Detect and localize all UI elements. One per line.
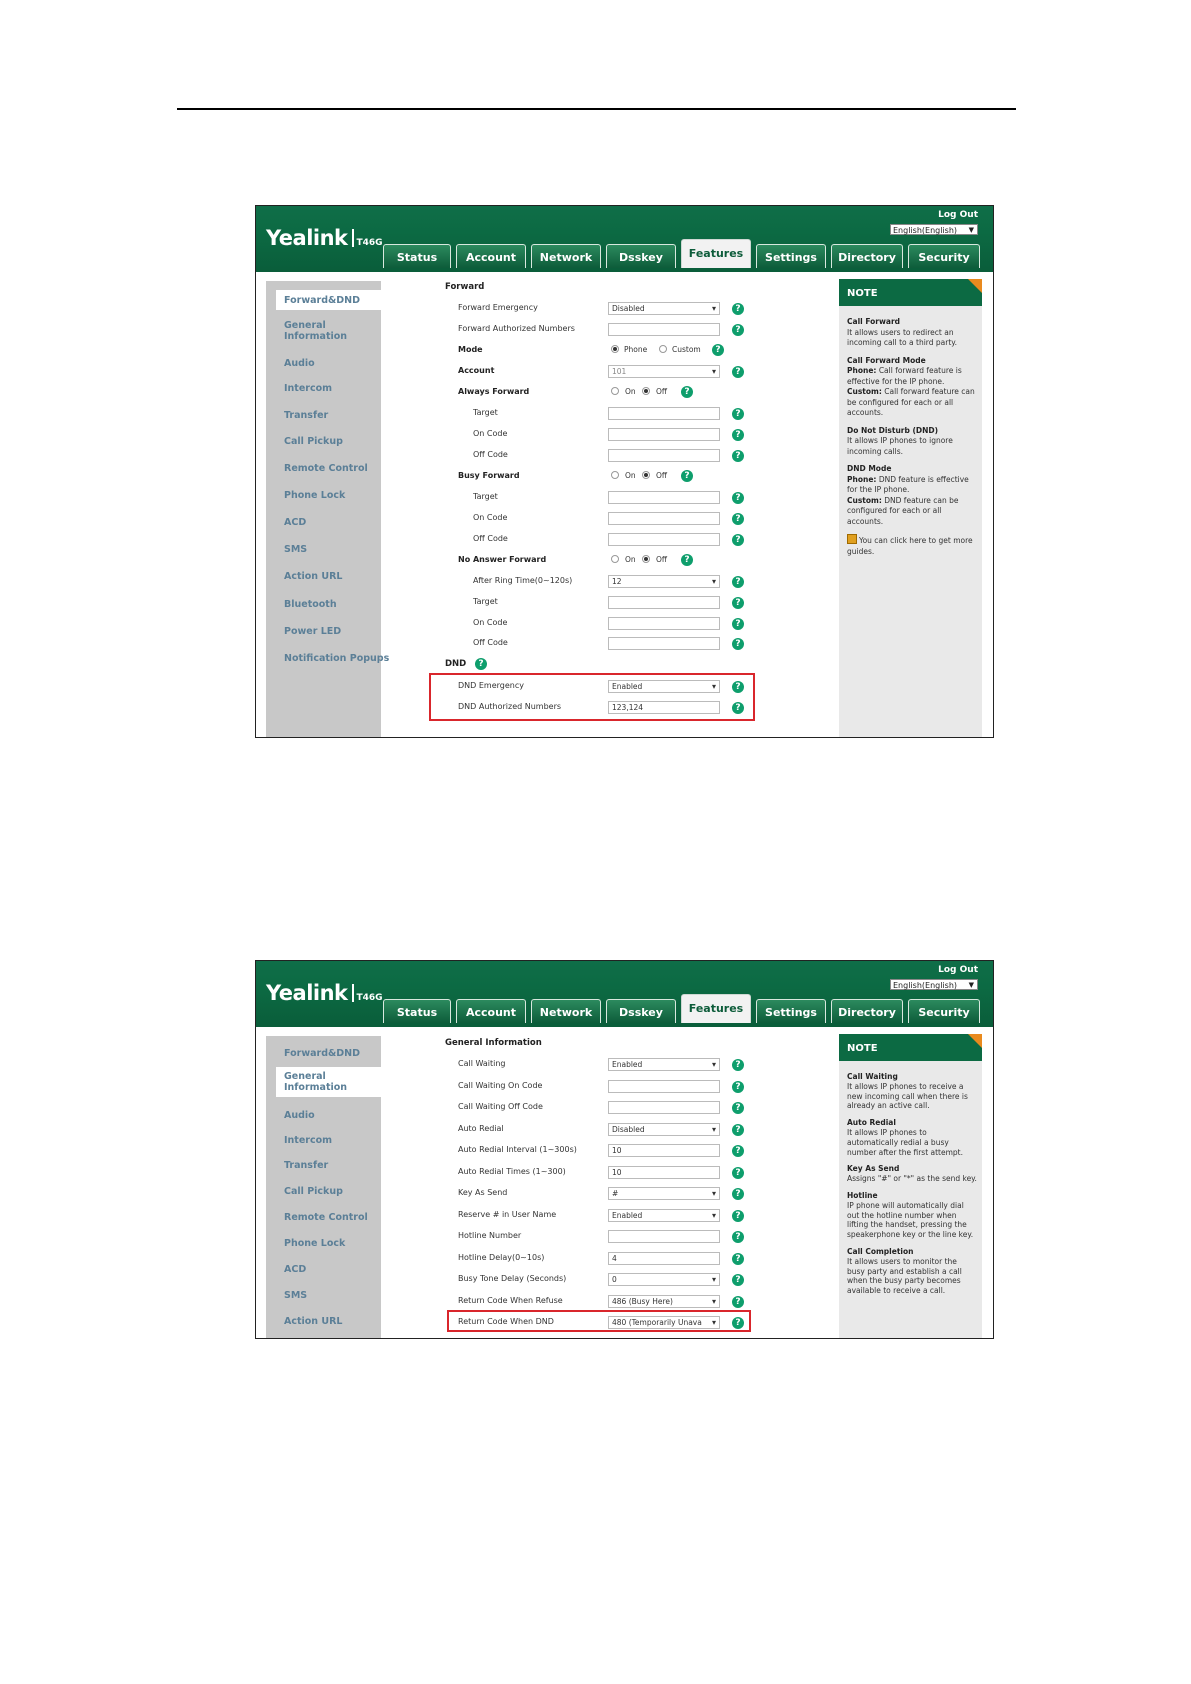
sidebar-item-action-url[interactable]: Action URL xyxy=(284,571,343,582)
sidebar-item-phone-lock[interactable]: Phone Lock xyxy=(284,1238,346,1249)
sidebar-item-call-pickup[interactable]: Call Pickup xyxy=(284,1186,343,1197)
help-icon[interactable]: ? xyxy=(732,681,744,693)
always-forward-label: Always Forward xyxy=(458,387,530,396)
note-heading: Do Not Disturb (DND) xyxy=(847,425,939,435)
note-title: NOTE xyxy=(839,279,982,306)
call-waiting-select[interactable]: Enabled ▾ xyxy=(608,1058,720,1071)
mode-custom-text: Custom xyxy=(672,345,701,354)
return-code-refuse-select[interactable]: 486 (Busy Here) ▾ xyxy=(608,1295,720,1308)
help-icon[interactable]: ? xyxy=(712,344,724,356)
sidebar-item-remote-control[interactable]: Remote Control xyxy=(284,1212,368,1223)
help-icon[interactable]: ? xyxy=(732,1188,744,1200)
tab-features[interactable]: Features xyxy=(681,239,751,268)
sidebar xyxy=(266,1036,381,1338)
sidebar-item-label: Forward&DND xyxy=(284,295,360,306)
note-term: Custom: xyxy=(847,495,882,505)
auto-redial-times-input[interactable]: 10 xyxy=(608,1166,720,1179)
return-code-dnd-label: Return Code When DND xyxy=(458,1317,554,1326)
note-heading: Auto Redial xyxy=(847,1118,896,1128)
language-select[interactable]: English(English) ▼ xyxy=(890,224,978,235)
call-waiting-on-code-label: Call Waiting On Code xyxy=(458,1081,543,1090)
help-icon[interactable]: ? xyxy=(732,638,744,650)
forward-authorized-input[interactable] xyxy=(608,323,720,336)
dnd-emergency-label: DND Emergency xyxy=(458,681,524,690)
tab-security[interactable]: Security xyxy=(908,999,980,1023)
no-answer-on-radio[interactable] xyxy=(611,555,619,563)
sidebar-item-sms[interactable]: SMS xyxy=(284,544,308,555)
guide-link[interactable]: You can click here to get more guides. xyxy=(847,536,973,556)
note-body xyxy=(847,317,977,564)
sidebar xyxy=(266,281,390,737)
after-ring-time-select[interactable]: 12 ▾ xyxy=(608,575,720,588)
sidebar-item-transfer[interactable]: Transfer xyxy=(284,410,329,421)
help-icon[interactable]: ? xyxy=(732,324,744,336)
sidebar-item-notification-popups[interactable]: Notification Popups xyxy=(284,653,390,664)
top-banner xyxy=(256,961,993,1027)
on-text: On xyxy=(625,387,636,396)
note-corner-icon xyxy=(968,279,982,293)
help-icon[interactable]: ? xyxy=(732,1167,744,1179)
busy-target-label: Target xyxy=(473,492,498,501)
after-ring-time-label: After Ring Time(0~120s) xyxy=(473,576,573,585)
always-off-code-label: Off Code xyxy=(473,450,508,459)
mode-label: Mode xyxy=(458,345,483,354)
always-on-code-input[interactable] xyxy=(608,428,720,441)
help-icon[interactable]: ? xyxy=(732,303,744,315)
sidebar-item-remote-control[interactable]: Remote Control xyxy=(284,463,368,474)
tab-account[interactable]: Account xyxy=(456,244,526,268)
help-icon[interactable]: ? xyxy=(732,1253,744,1265)
tab-network[interactable]: Network xyxy=(531,244,601,268)
section-forward-title: Forward xyxy=(445,282,485,292)
hotline-delay-input[interactable]: 4 xyxy=(608,1252,720,1265)
always-target-input[interactable] xyxy=(608,407,720,420)
always-forward-on-radio[interactable] xyxy=(611,387,619,395)
help-icon[interactable]: ? xyxy=(681,386,693,398)
mode-phone-text: Phone xyxy=(624,345,648,354)
help-icon[interactable]: ? xyxy=(732,513,744,525)
note-text: It allows users to monitor the busy party and establish a call when the busy party becomes available to receive a call. xyxy=(847,1256,962,1296)
auto-redial-times-label: Auto Redial Times (1~300) xyxy=(458,1167,566,1176)
help-icon[interactable]: ? xyxy=(732,1059,744,1071)
content-area xyxy=(256,272,993,737)
busy-forward-label: Busy Forward xyxy=(458,471,520,480)
no-answer-on-code-label: On Code xyxy=(473,618,508,627)
sidebar-item-acd[interactable]: ACD xyxy=(284,517,307,528)
no-answer-off-code-input[interactable] xyxy=(608,637,720,650)
help-icon[interactable]: ? xyxy=(681,470,693,482)
account-select[interactable]: 101 ▾ xyxy=(608,365,720,378)
sidebar-item-forward-dnd[interactable] xyxy=(276,290,381,310)
off-text: Off xyxy=(656,387,668,396)
sidebar-item-intercom[interactable]: Intercom xyxy=(284,1135,333,1146)
sidebar-item-acd[interactable]: ACD xyxy=(284,1264,307,1275)
tab-settings[interactable]: Settings xyxy=(756,999,826,1023)
forward-emergency-select[interactable]: Disabled ▾ xyxy=(608,302,720,315)
help-icon[interactable]: ? xyxy=(732,1124,744,1136)
content-area xyxy=(256,1027,993,1338)
help-icon[interactable]: ? xyxy=(732,1081,744,1093)
dnd-authorized-label: DND Authorized Numbers xyxy=(458,702,562,711)
hotline-number-label: Hotline Number xyxy=(458,1231,522,1240)
screenshot-general-information xyxy=(255,960,994,1339)
forward-emergency-label: Forward Emergency xyxy=(458,303,538,312)
sidebar-item-action-url[interactable]: Action URL xyxy=(284,1316,343,1327)
sidebar-item-sms[interactable]: SMS xyxy=(284,1290,308,1301)
no-answer-off-code-label: Off Code xyxy=(473,638,508,647)
always-target-label: Target xyxy=(473,408,498,417)
note-heading: Call Forward xyxy=(847,317,901,326)
tab-network[interactable]: Network xyxy=(531,999,601,1023)
section-dnd-title: DND xyxy=(445,659,467,669)
guide-book-icon xyxy=(847,534,857,544)
sidebar-item-audio[interactable]: Audio xyxy=(284,358,315,369)
no-answer-off-radio[interactable] xyxy=(642,555,650,563)
off-text: Off xyxy=(656,555,668,564)
note-heading: Hotline xyxy=(847,1190,878,1200)
auto-redial-select[interactable]: Disabled ▾ xyxy=(608,1123,720,1136)
sidebar-item-forward-dnd[interactable]: Forward&DND xyxy=(284,1048,360,1059)
note-panel xyxy=(839,279,982,737)
key-as-send-select[interactable]: # ▾ xyxy=(608,1187,720,1200)
language-select[interactable]: English(English) ▼ xyxy=(890,979,978,990)
note-heading: Key As Send xyxy=(847,1164,900,1174)
busy-off-code-label: Off Code xyxy=(473,534,508,543)
busy-forward-on-radio[interactable] xyxy=(611,471,619,479)
yealink-logo: Yealink T46G xyxy=(266,226,383,250)
forward-authorized-label: Forward Authorized Numbers xyxy=(458,324,575,333)
sidebar-item-general-information[interactable]: General Information xyxy=(284,320,348,342)
yealink-logo: Yealink T46G xyxy=(266,981,383,1005)
help-icon[interactable]: ? xyxy=(732,492,744,504)
help-icon[interactable]: ? xyxy=(732,429,744,441)
note-text: It allows IP phones to automatically redial a busy number after the first attempt. xyxy=(847,1127,963,1157)
call-waiting-off-code-label: Call Waiting Off Code xyxy=(458,1102,543,1111)
return-code-refuse-label: Return Code When Refuse xyxy=(458,1296,563,1305)
no-answer-target-input[interactable] xyxy=(608,596,720,609)
help-icon[interactable]: ? xyxy=(732,1210,744,1222)
reserve-hash-select[interactable]: Enabled ▾ xyxy=(608,1209,720,1222)
tab-settings[interactable]: Settings xyxy=(756,244,826,268)
note-text: It allows IP phones to ignore incoming calls. xyxy=(847,436,953,456)
help-icon[interactable]: ? xyxy=(732,1317,744,1329)
note-body xyxy=(847,1072,977,1303)
busy-target-input[interactable] xyxy=(608,491,720,504)
sidebar-item-general-information[interactable] xyxy=(276,1067,381,1097)
on-text: On xyxy=(625,555,636,564)
help-icon[interactable]: ? xyxy=(732,366,744,378)
mode-phone-radio[interactable] xyxy=(611,345,619,353)
sidebar-item-intercom[interactable]: Intercom xyxy=(284,383,333,394)
note-heading: Call Completion xyxy=(847,1246,914,1256)
no-answer-target-label: Target xyxy=(473,597,498,606)
busy-forward-off-radio[interactable] xyxy=(642,471,650,479)
help-icon[interactable]: ? xyxy=(732,534,744,546)
screenshot-forward-dnd xyxy=(255,205,994,738)
note-term: Phone: xyxy=(847,474,877,484)
dnd-authorized-input[interactable]: 123,124 xyxy=(608,701,720,714)
help-icon[interactable]: ? xyxy=(732,1145,744,1157)
sidebar-item-audio[interactable]: Audio xyxy=(284,1110,315,1121)
help-icon[interactable]: ? xyxy=(732,1296,744,1308)
dnd-emergency-select[interactable]: Enabled ▾ xyxy=(608,680,720,693)
chevron-down-icon: ▼ xyxy=(968,981,974,989)
key-as-send-label: Key As Send xyxy=(458,1188,508,1197)
help-icon[interactable]: ? xyxy=(732,597,744,609)
note-text: IP phone will automatically dial out the hotline number when lifting the handset, pressing the speakerphone key or the line key. xyxy=(847,1200,974,1240)
note-heading: DND Mode xyxy=(847,464,892,473)
tab-directory[interactable]: Directory xyxy=(831,999,903,1023)
tab-account[interactable]: Account xyxy=(456,999,526,1023)
note-text: It allows IP phones to receive a new incoming call when there is already an active call. xyxy=(847,1081,968,1111)
note-term: Custom: xyxy=(847,387,882,396)
chevron-down-icon: ▼ xyxy=(968,226,974,234)
tab-directory[interactable]: Directory xyxy=(831,244,903,268)
auto-redial-label: Auto Redial xyxy=(458,1124,504,1133)
busy-on-code-input[interactable] xyxy=(608,512,720,525)
note-text: DND feature can be configured for each or all accounts. xyxy=(847,495,959,526)
call-waiting-on-code-input[interactable] xyxy=(608,1080,720,1093)
no-answer-on-code-input[interactable] xyxy=(608,617,720,630)
always-forward-off-radio[interactable] xyxy=(642,387,650,395)
help-icon[interactable]: ? xyxy=(732,1231,744,1243)
call-waiting-off-code-input[interactable] xyxy=(608,1101,720,1114)
help-icon[interactable]: ? xyxy=(732,450,744,462)
note-text: Call forward feature is effective for the IP phone. xyxy=(847,366,962,386)
busy-on-code-label: On Code xyxy=(473,513,508,522)
sidebar-item-transfer[interactable]: Transfer xyxy=(284,1160,329,1171)
on-text: On xyxy=(625,471,636,480)
note-heading: Call Waiting xyxy=(847,1072,898,1081)
note-term: Phone: xyxy=(847,366,877,375)
page-header-rule xyxy=(177,108,1016,110)
help-icon[interactable]: ? xyxy=(732,618,744,630)
sidebar-item-call-pickup[interactable]: Call Pickup xyxy=(284,436,343,447)
busy-tone-delay-select[interactable]: 0 ▾ xyxy=(608,1273,720,1286)
help-icon[interactable]: ? xyxy=(681,554,693,566)
tab-features[interactable]: Features xyxy=(681,994,751,1023)
reserve-hash-label: Reserve # in User Name xyxy=(458,1210,557,1219)
help-icon[interactable]: ? xyxy=(475,658,487,670)
help-icon[interactable]: ? xyxy=(732,702,744,714)
tab-security[interactable]: Security xyxy=(908,244,980,268)
note-text: It allows users to redirect an incoming call to a third party. xyxy=(847,327,958,347)
always-on-code-label: On Code xyxy=(473,429,508,438)
note-corner-icon xyxy=(968,1034,982,1048)
help-icon[interactable]: ? xyxy=(732,1102,744,1114)
auto-redial-interval-label: Auto Redial Interval (1~300s) xyxy=(458,1145,577,1154)
hotline-delay-label: Hotline Delay(0~10s) xyxy=(458,1253,545,1262)
call-waiting-label: Call Waiting xyxy=(458,1059,506,1068)
busy-tone-delay-label: Busy Tone Delay (Seconds) xyxy=(458,1274,567,1283)
always-off-code-input[interactable] xyxy=(608,449,720,462)
sidebar-item-phone-lock[interactable]: Phone Lock xyxy=(284,490,346,501)
return-code-dnd-select[interactable]: 480 (Temporarily Unava ▾ xyxy=(608,1316,720,1329)
note-heading: Call Forward Mode xyxy=(847,355,926,365)
hotline-number-input[interactable] xyxy=(608,1230,720,1243)
note-text: Assigns "#" or "*" as the send key. xyxy=(847,1174,977,1184)
help-icon[interactable]: ? xyxy=(732,1274,744,1286)
account-label: Account xyxy=(458,366,495,375)
section-general-title: General Information xyxy=(445,1038,542,1048)
help-icon[interactable]: ? xyxy=(732,408,744,420)
tab-dsskey[interactable]: Dsskey xyxy=(606,999,676,1023)
tab-status[interactable]: Status xyxy=(383,244,451,268)
no-answer-forward-label: No Answer Forward xyxy=(458,555,547,564)
note-title: NOTE xyxy=(839,1034,982,1061)
auto-redial-interval-input[interactable]: 10 xyxy=(608,1144,720,1157)
note-text: DND feature is effective for the IP phone. xyxy=(847,474,969,494)
sidebar-item-label: General Information xyxy=(284,1071,348,1093)
mode-custom-radio[interactable] xyxy=(659,345,667,353)
note-text: Call forward feature can be configured for each or all accounts. xyxy=(847,387,975,417)
tab-dsskey[interactable]: Dsskey xyxy=(606,244,676,268)
busy-off-code-input[interactable] xyxy=(608,533,720,546)
tab-status[interactable]: Status xyxy=(383,999,451,1023)
top-banner xyxy=(256,206,993,272)
help-icon[interactable]: ? xyxy=(732,576,744,588)
sidebar-item-power-led[interactable]: Power LED xyxy=(284,626,342,637)
off-text: Off xyxy=(656,471,668,480)
sidebar-item-bluetooth[interactable]: Bluetooth xyxy=(284,599,337,610)
logout-link[interactable]: Log Out xyxy=(938,965,978,975)
note-panel xyxy=(839,1034,982,1338)
logout-link[interactable]: Log Out xyxy=(938,210,978,220)
